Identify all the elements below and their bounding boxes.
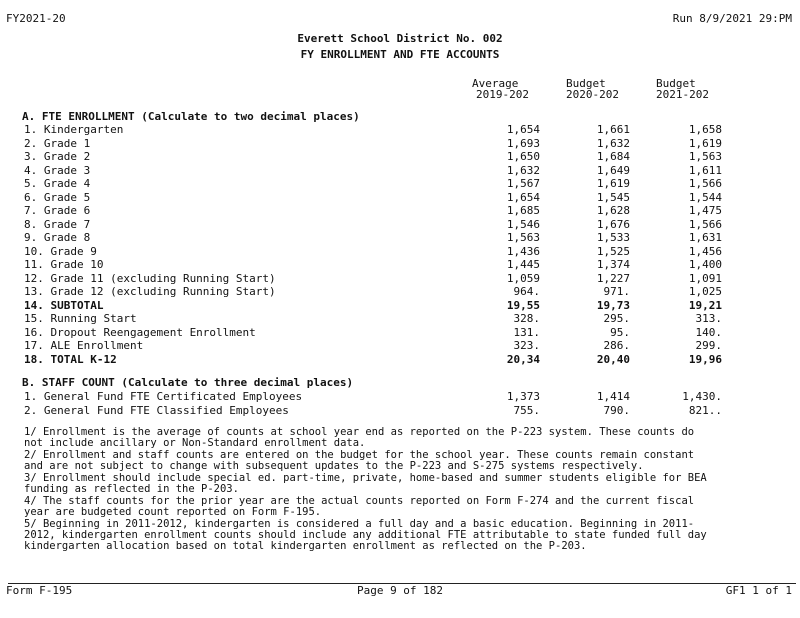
budget-prior-value: 20,40 xyxy=(596,352,630,366)
note-4: 4/ The staff counts for the prior year are the actual counts reported on Form F-274 and the current fiscal year are budgeted count reported on Form F-195. xyxy=(24,495,695,518)
table-row xyxy=(24,339,724,352)
note-1: 1/ Enrollment is the average of counts at school year end as reported on the P-223 system. These counts do not include ancillary or Non-Standard enrollment data. xyxy=(24,426,695,449)
col-budget1-year: 2020-202 xyxy=(566,88,619,101)
table-row xyxy=(24,123,724,136)
budget-prior-value: 19,73 xyxy=(596,298,630,312)
budget-prior-value: 1,661 xyxy=(596,123,630,136)
row-label: 2. General Fund FTE Classified Employees xyxy=(24,403,289,417)
average-value: 19,55 xyxy=(506,298,540,312)
table-row xyxy=(24,390,724,403)
budget-current-value: 1,631 xyxy=(688,231,722,244)
table-row xyxy=(24,299,724,312)
page-code: GF1 1 of 1 xyxy=(725,584,792,597)
col-average-label: Average xyxy=(472,77,519,90)
row-label: 11. Grade 10 xyxy=(24,258,104,271)
budget-current-value: 313. xyxy=(695,312,722,325)
budget-current-value: 140. xyxy=(695,325,722,339)
average-value: 1,563 xyxy=(506,231,540,244)
budget-prior-value: 295. xyxy=(603,312,630,325)
table-row xyxy=(24,258,724,271)
table-row xyxy=(24,312,724,325)
table-row xyxy=(24,231,724,244)
budget-prior-value: 1,374 xyxy=(596,258,630,271)
budget-prior-value: 1,628 xyxy=(596,204,630,217)
budget-current-value: 1,475 xyxy=(688,204,722,217)
average-value: 323. xyxy=(513,339,540,352)
budget-prior-value: 1,414 xyxy=(596,390,630,403)
average-value: 328. xyxy=(513,312,540,325)
table-row xyxy=(24,245,724,258)
row-label: 9. Grade 8 xyxy=(24,231,91,244)
budget-current-value: 1,400 xyxy=(688,258,722,271)
average-value: 20,34 xyxy=(506,352,540,366)
row-label: 7. Grade 6 xyxy=(24,204,91,217)
row-label: 16. Dropout Reengagement Enrollment xyxy=(24,325,256,339)
budget-prior-value: 1,632 xyxy=(596,136,630,150)
section-b-title: B. STAFF COUNT (Calculate to three decimal places) xyxy=(22,376,354,389)
budget-prior-value: 286. xyxy=(603,339,630,352)
average-value: 1,685 xyxy=(506,204,540,217)
run-timestamp: Run 8/9/2021 29:PM xyxy=(672,12,792,25)
col-budget2-label: Budget xyxy=(656,77,696,90)
average-value: 755. xyxy=(513,403,540,417)
row-label: 8. Grade 7 xyxy=(24,217,91,231)
row-label: 2. Grade 1 xyxy=(24,136,91,150)
row-label: 1. General Fund FTE Certificated Employees xyxy=(24,390,303,403)
average-value: 1,445 xyxy=(506,258,540,271)
table-row xyxy=(24,137,724,150)
average-value: 1,436 xyxy=(506,244,540,258)
budget-current-value: 1,566 xyxy=(688,217,722,231)
row-label: 13. Grade 12 (excluding Running Start) xyxy=(24,285,276,298)
note-3: 3/ Enrollment should include special ed. part-time, private, home-based and summer students eligible for BEA funding as reflected in the P-203. xyxy=(24,472,707,495)
table-row xyxy=(24,285,724,298)
form-number: Form F-195 xyxy=(6,584,73,597)
average-value: 1,693 xyxy=(506,136,540,150)
row-label: 15. Running Start xyxy=(24,312,137,325)
budget-prior-value: 1,684 xyxy=(596,150,630,163)
budget-current-value: 1,566 xyxy=(688,177,722,190)
col-budget1-label: Budget xyxy=(566,77,606,90)
budget-current-value: 1,658 xyxy=(688,123,722,136)
budget-current-value: 1,619 xyxy=(688,136,722,150)
table-row xyxy=(24,353,724,366)
row-label: 1. Kindergarten xyxy=(24,123,124,136)
average-value: 131. xyxy=(513,325,540,339)
row-label: 6. Grade 5 xyxy=(24,190,91,204)
budget-current-value: 821.. xyxy=(688,403,722,417)
row-label: 3. Grade 2 xyxy=(24,150,91,163)
budget-prior-value: 790. xyxy=(603,403,630,417)
average-value: 1,632 xyxy=(506,163,540,177)
row-label: 14. SUBTOTAL xyxy=(24,298,104,312)
budget-prior-value: 1,676 xyxy=(596,217,630,231)
table-row xyxy=(24,150,724,163)
budget-current-value: 299. xyxy=(695,339,722,352)
row-label: 5. Grade 4 xyxy=(24,177,91,190)
page-number: Page 9 of 182 xyxy=(356,584,444,597)
table-row xyxy=(24,404,724,417)
table-row xyxy=(24,326,724,339)
col-average-year: 2019-202 xyxy=(476,88,529,101)
budget-prior-value: 1,545 xyxy=(596,190,630,204)
budget-prior-value: 1,649 xyxy=(596,163,630,177)
report-title: FY ENROLLMENT AND FTE ACCOUNTS xyxy=(300,48,500,61)
table-row xyxy=(24,164,724,177)
table-row xyxy=(24,177,724,190)
district-title: Everett School District No. 002 xyxy=(297,32,503,45)
section-a-title: A. FTE ENROLLMENT (Calculate to two decimal places) xyxy=(22,110,360,123)
budget-current-value: 19,96 xyxy=(688,352,722,366)
table-row xyxy=(24,272,724,285)
row-label: 10. Grade 9 xyxy=(24,244,97,258)
budget-prior-value: 1,533 xyxy=(596,231,630,244)
average-value: 964. xyxy=(513,285,540,298)
row-label: 17. ALE Enrollment xyxy=(24,339,144,352)
table-row xyxy=(24,218,724,231)
average-value: 1,373 xyxy=(506,390,540,403)
row-label: 12. Grade 11 (excluding Running Start) xyxy=(24,271,276,285)
fiscal-year-label: FY2021-20 xyxy=(6,12,66,25)
table-row xyxy=(24,191,724,204)
average-value: 1,650 xyxy=(506,150,540,163)
note-2: 2/ Enrollment and staff counts are entered on the budget for the school year. These counts remain constant and are not subject to change with subsequent updates to the P-223 and S-275 systems respectively. xyxy=(24,449,695,472)
budget-prior-value: 971. xyxy=(603,285,630,298)
budget-current-value: 19,21 xyxy=(688,298,722,312)
average-value: 1,546 xyxy=(506,217,540,231)
average-value: 1,059 xyxy=(506,271,540,285)
budget-prior-value: 1,227 xyxy=(596,271,630,285)
col-budget2-year: 2021-202 xyxy=(656,88,709,101)
average-value: 1,654 xyxy=(506,123,540,136)
budget-current-value: 1,611 xyxy=(688,163,722,177)
budget-current-value: 1,430. xyxy=(682,390,722,403)
table-row xyxy=(24,204,724,217)
budget-prior-value: 1,525 xyxy=(596,244,630,258)
average-value: 1,567 xyxy=(506,177,540,190)
budget-prior-value: 1,619 xyxy=(596,177,630,190)
budget-current-value: 1,563 xyxy=(688,150,722,163)
budget-current-value: 1,091 xyxy=(688,271,722,285)
budget-prior-value: 95. xyxy=(610,325,630,339)
budget-current-value: 1,456 xyxy=(688,244,722,258)
row-label: 18. TOTAL K-12 xyxy=(24,352,117,366)
budget-current-value: 1,025 xyxy=(688,285,722,298)
note-5: 5/ Beginning in 2011-2012, kindergarten is considered a full day and a basic education. Beginning in 2011-2012, kindergarten enrollment counts should include any additional FTE attributable to state funded full day kindergarten allocation based on total kindergarten enrollment as reflected on the P-203. xyxy=(24,518,707,552)
budget-current-value: 1,544 xyxy=(688,190,722,204)
average-value: 1,654 xyxy=(506,190,540,204)
row-label: 4. Grade 3 xyxy=(24,163,91,177)
